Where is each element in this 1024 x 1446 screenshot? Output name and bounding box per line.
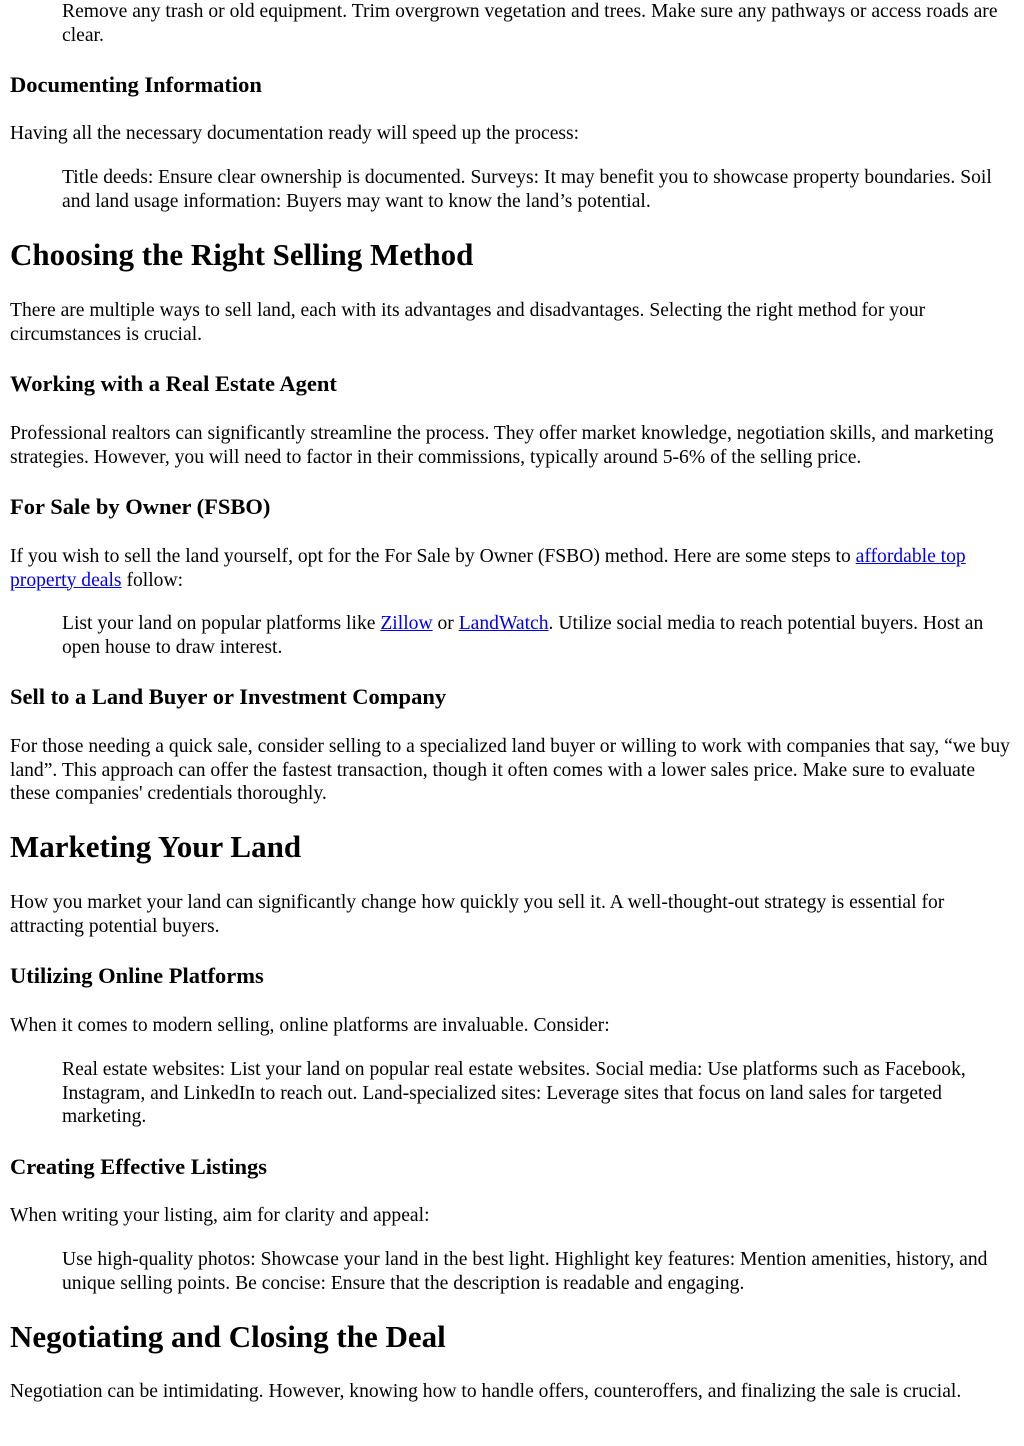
- documenting-quote: Title deeds: Ensure clear ownership is documented. Surveys: It may benefit you to showcase property boundaries. Soil and land usage information: Buyers may want to know the land’s potential.: [62, 167, 992, 212]
- marketing-intro: How you market your land can significantly change how quickly you sell it. A well-thought-out strategy is essential for attracting potential buyers.: [10, 892, 945, 937]
- online-heading: Utilizing Online Platforms: [10, 963, 264, 988]
- negotiating-heading: Negotiating and Closing the Deal: [10, 1319, 446, 1354]
- agent-body: Professional realtors can significantly streamline the process. They offer market knowledge, negotiation skills, and marketing strategies. However, you will need to factor in their commissions, typically around 5-6% of the selling price.: [10, 423, 994, 468]
- online-intro: When it comes to modern selling, online platforms are invaluable. Consider:: [10, 1015, 610, 1036]
- fsbo-quote-tail: . Utilize social media to reach potential buyers. Host an open house to draw interest.: [62, 613, 984, 658]
- zillow-link[interactable]: Zillow: [380, 613, 433, 634]
- fsbo-intro: [10, 545, 1014, 592]
- marketing-heading: Marketing Your Land: [10, 829, 302, 864]
- fsbo-heading: For Sale by Owner (FSBO): [10, 494, 271, 519]
- fsbo-intro-tail: follow:: [121, 569, 184, 591]
- listings-intro: When writing your listing, aim for clarity and appeal:: [10, 1205, 430, 1226]
- fsbo-quote: [62, 612, 1012, 659]
- documenting-heading: Documenting Information: [10, 72, 262, 97]
- affordable-deals-link[interactable]: affordable top property deals: [10, 546, 966, 591]
- method-heading: Choosing the Right Selling Method: [10, 237, 474, 272]
- buyer-heading: Sell to a Land Buyer or Investment Company: [10, 684, 447, 709]
- fsbo-quote-or: or: [432, 613, 459, 634]
- agent-heading: Working with a Real Estate Agent: [10, 371, 337, 396]
- fsbo-quote-text: List your land on popular platforms like: [62, 613, 381, 634]
- negotiating-intro: Negotiation can be intimidating. However, knowing how to handle offers, counteroffers, and finalizing the sale is crucial.: [10, 1381, 962, 1402]
- listings-quote: Use high-quality photos: Showcase your land in the best light. Highlight key features: Mention amenities, history, and unique selling points. Be concise: Ensure that the description is readable and engaging.: [62, 1249, 988, 1294]
- prep-steps-quote: Remove any trash or old equipment. Trim overgrown vegetation and trees. Make sure any pathways or access roads are clear.: [62, 1, 998, 46]
- listings-heading: Creating Effective Listings: [10, 1154, 268, 1179]
- online-quote: Real estate websites: List your land on popular real estate websites. Social media: Use platforms such as Facebook, Instagram, and LinkedIn to reach out. Land-specialized sites: Leverage sites that focus on land sales for targeted marketing.: [62, 1059, 966, 1127]
- fsbo-intro-text: If you wish to sell the land yourself, opt for the For Sale by Owner (FSBO) method. Here are some steps to: [10, 546, 856, 567]
- documenting-intro: Having all the necessary documentation ready will speed up the process:: [10, 123, 580, 144]
- landwatch-link[interactable]: LandWatch: [458, 613, 549, 634]
- method-intro: There are multiple ways to sell land, each with its advantages and disadvantages. Selecting the right method for your circumstances is crucial.: [10, 300, 926, 345]
- buyer-body: For those needing a quick sale, consider selling to a specialized land buyer or willing to work with companies that say, “we buy land”. This approach can offer the fastest transaction, though it often comes with a lower sales price. Make sure to evaluate these companies' credentials thoroughly.: [10, 736, 1010, 804]
